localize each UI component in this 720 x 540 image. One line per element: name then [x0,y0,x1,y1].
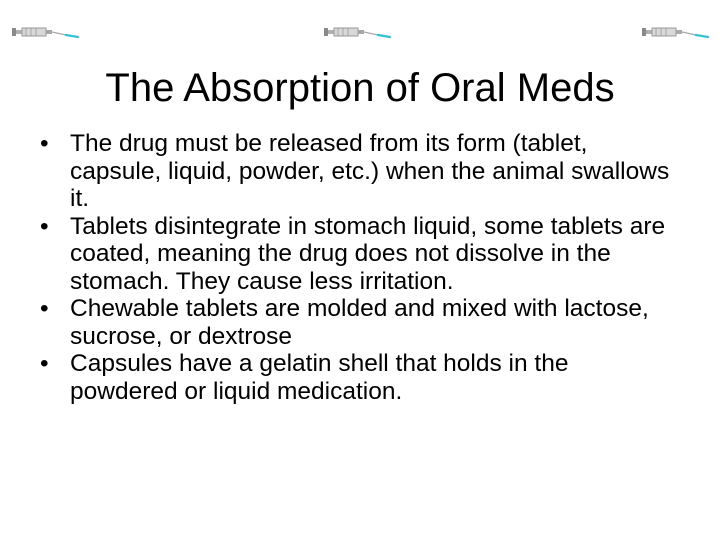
bullet-item [0,295,720,350]
syringe-icon [10,22,80,42]
bullet-item [0,130,720,213]
bullet-item [0,350,720,405]
bullet-list [0,130,720,405]
syringe-icon [640,22,710,42]
bullet-marker: • [40,295,49,322]
bullet-item [0,213,720,296]
bullet-text: Tablets disintegrate in stomach liquid, some tablets are coated, meaning the drug does not dissolve in the stomach. They cause less irritation. [70,212,666,295]
bullet-text: Capsules have a gelatin shell that holds in the powdered or liquid medication. [70,350,569,405]
bullet-marker: • [40,130,49,157]
syringe-icon [322,22,392,42]
bullet-text: The drug must be released from its form (tablet, capsule, liquid, powder, etc.) when the animal swallows it. [70,130,670,212]
bullet-marker: • [40,350,49,377]
slide-title: The Absorption of Oral Meds [105,66,615,110]
bullet-text: Chewable tablets are molded and mixed with lactose, sucrose, or dextrose [70,295,649,350]
bullet-marker: • [40,212,49,240]
